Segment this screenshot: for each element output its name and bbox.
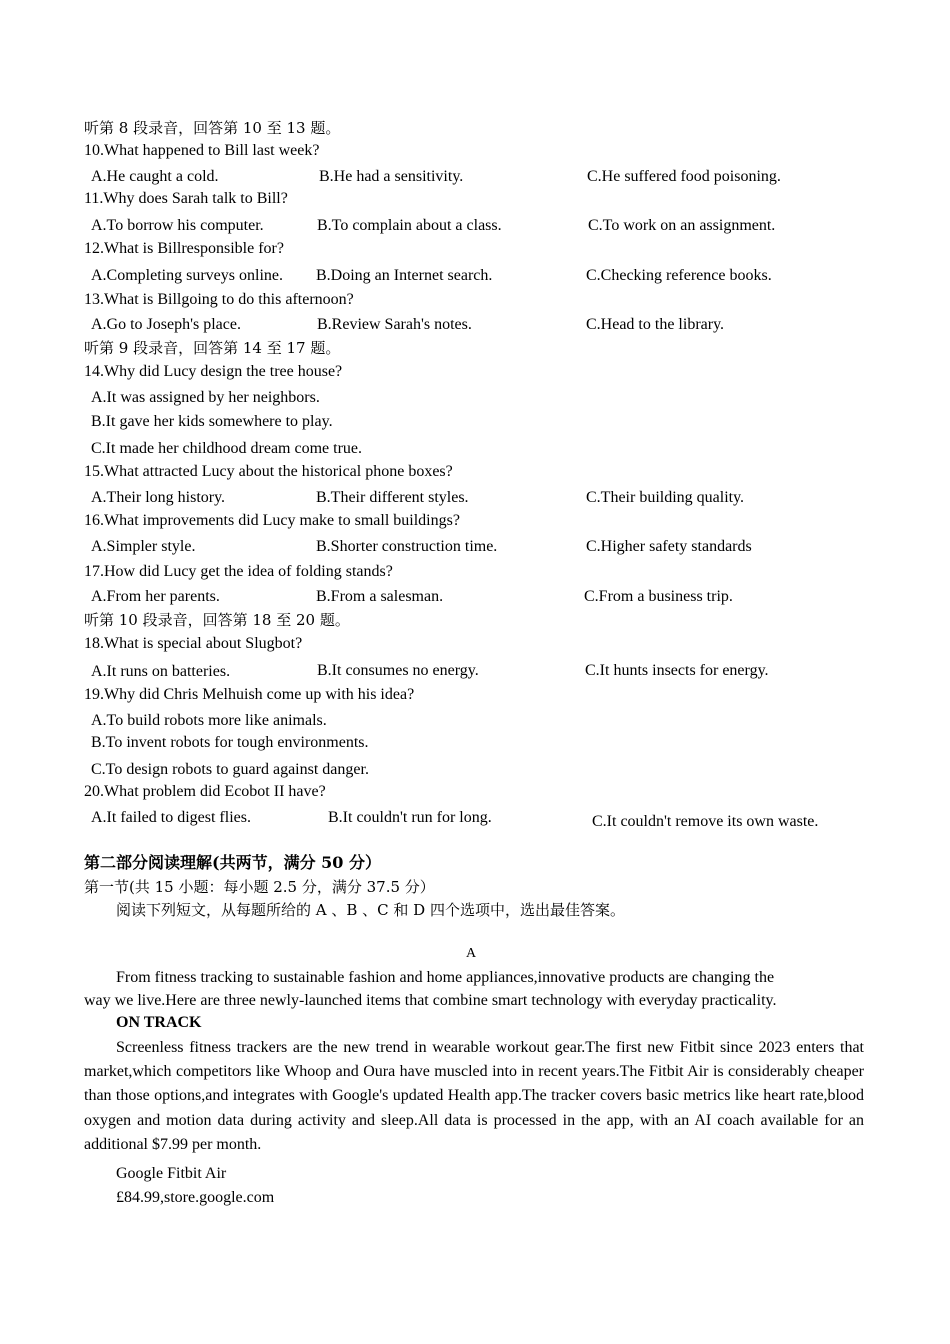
- question-17-option-b: B.From a salesman.: [316, 588, 444, 605]
- question-17-option-a: A.From her parents.: [91, 588, 220, 605]
- question-12-option-c: C.Checking reference books.: [586, 267, 772, 284]
- question-13-option-a: A.Go to Joseph's place.: [91, 316, 241, 333]
- question-20-option-c: C.It couldn't remove its own waste.: [592, 813, 819, 830]
- question-14-stem: 14.Why did Lucy design the tree house?: [84, 363, 343, 380]
- product-price: £84.99,store.google.com: [116, 1189, 275, 1206]
- question-19-option-c: C.To design robots to guard against danger.: [91, 761, 369, 778]
- question-15-stem: 15.What attracted Lucy about the historical phone boxes?: [84, 463, 453, 480]
- passage-intro-line-1: From fitness tracking to sustainable fashion and home appliances,innovative products are changing the: [116, 969, 775, 986]
- question-13-stem: 13.What is Billgoing to do this afternoon?: [84, 291, 354, 308]
- question-11-option-c: C.To work on an assignment.: [588, 217, 776, 234]
- passage-heading: ON TRACK: [116, 1014, 202, 1031]
- question-17-option-c: C.From a business trip.: [584, 588, 733, 605]
- question-19-stem: 19.Why did Chris Melhuish come up with his idea?: [84, 686, 415, 703]
- question-14-option-b: B.It gave her kids somewhere to play.: [91, 413, 333, 430]
- passage-letter: A: [466, 946, 477, 961]
- question-19-option-a: A.To build robots more like animals.: [91, 712, 327, 729]
- question-12-stem: 12.What is Billresponsible for?: [84, 240, 284, 257]
- part-two-title: 第二部分阅读理解(共两节，满分 50 分）: [84, 853, 381, 872]
- question-14-option-a: A.It was assigned by her neighbors.: [91, 389, 320, 406]
- question-14-option-c: C.It made her childhood dream come true.: [91, 440, 363, 457]
- question-20-stem: 20.What problem did Ecobot II have?: [84, 783, 326, 800]
- question-16-stem: 16.What improvements did Lucy make to small buildings?: [84, 512, 460, 529]
- question-17-stem: 17.How did Lucy get the idea of folding stands?: [84, 563, 393, 580]
- question-11-stem: 11.Why does Sarah talk to Bill?: [84, 190, 288, 207]
- question-11-option-b: B.To complain about a class.: [317, 217, 502, 234]
- section-8-header: 听第 8 段录音，回答第 10 至 13 题。: [84, 119, 341, 137]
- question-20-option-b: B.It couldn't run for long.: [328, 809, 492, 826]
- question-10-option-c: C.He suffered food poisoning.: [587, 168, 781, 185]
- section-one-title: 第一节(共 15 小题：每小题 2.5 分，满分 37.5 分）: [84, 878, 435, 896]
- question-18-option-a: A.It runs on batteries.: [91, 663, 231, 680]
- question-16-option-b: B.Shorter construction time.: [316, 538, 498, 555]
- question-15-option-c: C.Their building quality.: [586, 489, 745, 506]
- question-13-option-c: C.Head to the library.: [586, 316, 725, 333]
- question-13-option-b: B.Review Sarah's notes.: [317, 316, 472, 333]
- question-16-option-a: A.Simpler style.: [91, 538, 196, 555]
- section-9-header: 听第 9 段录音，回答第 14 至 17 题。: [84, 339, 341, 357]
- passage-body: Screenless fitness trackers are the new trend in wearable workout gear.The first new Fitbit since 2023 enters that market,which competitors like Whoop and Oura have muscled into in recent years.The Fitbit Air is considerably cheaper than those options,and integrates with Google's updated Health app.The tracker covers basic metrics like heart rate,blood oxygen and motion data during activity and sleep.All data is processed in the app, with an AI coach available for an additional $7.99 per month.: [84, 1039, 864, 1153]
- question-10-option-a: A.He caught a cold.: [91, 168, 219, 185]
- question-15-option-b: B.Their different styles.: [316, 489, 469, 506]
- question-11-option-a: A.To borrow his computer.: [91, 217, 264, 234]
- product-name: Google Fitbit Air: [116, 1165, 227, 1182]
- section-10-header: 听第 10 段录音，回答第 18 至 20 题。: [84, 611, 350, 629]
- question-12-option-b: B.Doing an Internet search.: [316, 267, 493, 284]
- question-10-option-b: B.He had a sensitivity.: [319, 168, 464, 185]
- question-19-option-b: B.To invent robots for tough environments.: [91, 734, 369, 751]
- question-16-option-c: C.Higher safety standards: [586, 538, 752, 555]
- question-20-option-a: A.It failed to digest flies.: [91, 809, 251, 826]
- question-15-option-a: A.Their long history.: [91, 489, 226, 506]
- question-10-stem: 10.What happened to Bill last week?: [84, 142, 320, 159]
- question-12-option-a: A.Completing surveys online.: [91, 267, 283, 284]
- question-18-option-b: B.It consumes no energy.: [317, 662, 479, 679]
- question-18-option-c: C.It hunts insects for energy.: [585, 662, 769, 679]
- reading-instruction: 阅读下列短文，从每题所给的 A 、B 、C 和 D 四个选项中，选出最佳答案。: [116, 901, 625, 919]
- question-18-stem: 18.What is special about Slugbot?: [84, 635, 303, 652]
- passage-intro-line-2: way we live.Here are three newly-launched items that combine smart technology with everyday practicality.: [84, 992, 777, 1009]
